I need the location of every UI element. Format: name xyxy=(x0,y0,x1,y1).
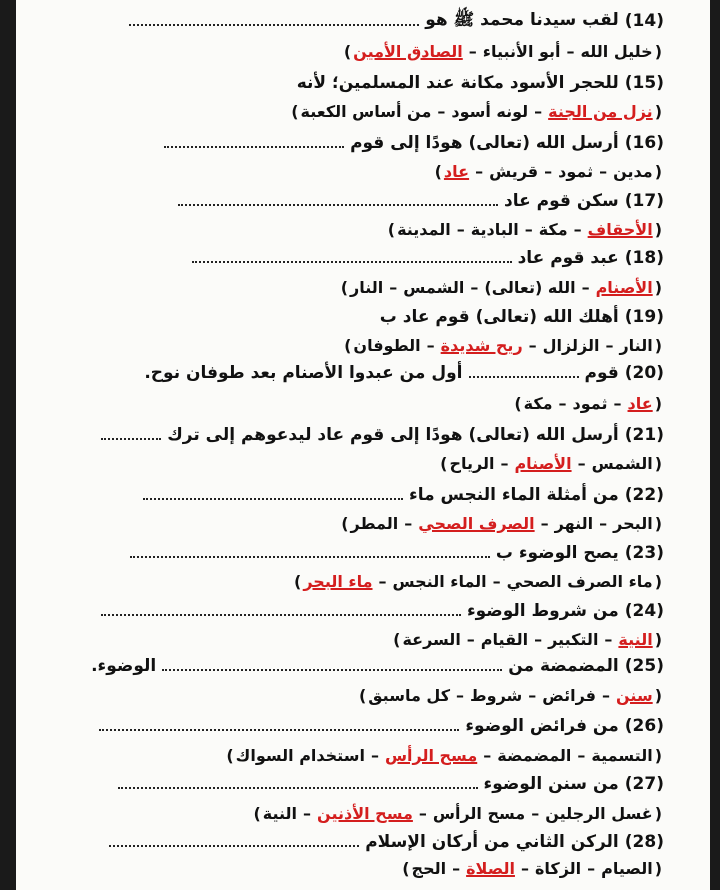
option-separator: – xyxy=(483,745,492,765)
option[interactable]: التكبير xyxy=(548,629,599,649)
options-q20 xyxy=(62,388,664,418)
option[interactable]: استخدام السواك xyxy=(235,745,365,765)
option-correct-answer[interactable]: مسح الأذنين xyxy=(317,803,413,823)
option[interactable]: ماء الصرف الصحي xyxy=(506,571,653,591)
answer-blank[interactable] xyxy=(129,24,419,26)
option[interactable]: الزلزال xyxy=(542,335,600,355)
option[interactable]: مكة xyxy=(538,219,568,239)
option[interactable]: الرياح xyxy=(449,453,495,473)
option-separator: – xyxy=(604,629,613,649)
open-paren: ( xyxy=(654,858,662,878)
option[interactable]: مسح الرأس xyxy=(432,803,526,823)
option[interactable]: فرائض xyxy=(542,685,597,705)
close-paren: ) xyxy=(344,335,352,355)
option[interactable]: غسل الرجلين xyxy=(545,803,653,823)
option-separator: – xyxy=(528,685,537,705)
option-separator: – xyxy=(602,685,611,705)
question-text: قوم xyxy=(584,363,619,383)
option[interactable]: مكة xyxy=(523,393,553,413)
question-q25 xyxy=(62,651,664,681)
option-separator: – xyxy=(500,453,509,473)
open-paren: ( xyxy=(654,513,662,533)
question-q20 xyxy=(62,358,664,388)
option-correct-answer[interactable]: ريح شديدة xyxy=(440,335,523,355)
option-separator: – xyxy=(577,745,586,765)
answer-blank[interactable] xyxy=(143,498,403,500)
close-paren: ) xyxy=(253,803,261,823)
question-q16 xyxy=(62,128,664,158)
question-q14 xyxy=(62,6,664,36)
option-separator: – xyxy=(573,219,582,239)
question-q24 xyxy=(62,596,664,626)
option-separator: – xyxy=(599,513,608,533)
option-separator: – xyxy=(303,803,312,823)
option-separator: – xyxy=(468,41,477,61)
question-number: (16) xyxy=(624,133,664,153)
question-number: (20) xyxy=(624,363,664,383)
question-number: (15) xyxy=(624,73,664,93)
option-correct-answer[interactable]: عاد xyxy=(443,161,470,181)
option-separator: – xyxy=(599,161,608,181)
question-text: من فرائض الوضوء xyxy=(465,716,619,736)
option[interactable]: النية xyxy=(262,803,298,823)
options-q17 xyxy=(62,214,664,244)
option-separator: – xyxy=(456,219,465,239)
option[interactable]: النار xyxy=(350,277,384,297)
answer-blank[interactable] xyxy=(164,146,344,148)
open-paren: ( xyxy=(654,745,662,765)
option-separator: – xyxy=(534,629,543,649)
open-paren: ( xyxy=(654,101,662,121)
option[interactable]: السرعة xyxy=(402,629,461,649)
question-q26 xyxy=(62,711,664,741)
question-number: (14) xyxy=(624,11,664,31)
worksheet-page xyxy=(16,0,710,890)
options-q28 xyxy=(62,853,664,883)
answer-blank[interactable] xyxy=(192,261,512,263)
question-number: (23) xyxy=(624,543,664,563)
question-number: (21) xyxy=(624,425,664,445)
option-separator: – xyxy=(540,513,549,533)
options-q25 xyxy=(62,680,664,710)
option-separator: – xyxy=(520,858,529,878)
close-paren: ) xyxy=(291,101,299,121)
close-paren: ) xyxy=(434,161,442,181)
option-correct-answer[interactable]: نزل من الجنة xyxy=(548,101,653,121)
option-correct-answer[interactable]: النية xyxy=(618,629,653,649)
option[interactable]: قريش xyxy=(489,161,539,181)
option-correct-answer[interactable]: ماء البحر xyxy=(303,571,373,591)
option[interactable]: القيام xyxy=(480,629,529,649)
options-q15 xyxy=(62,96,664,126)
open-paren: ( xyxy=(654,161,662,181)
option[interactable]: المدينة xyxy=(397,219,451,239)
options-q26 xyxy=(62,740,664,770)
option-separator: – xyxy=(470,277,479,297)
option-separator: – xyxy=(587,858,596,878)
option[interactable]: التسمية xyxy=(591,745,653,765)
answer-blank[interactable] xyxy=(101,614,461,616)
question-text: من شروط الوضوء xyxy=(466,601,619,621)
option-correct-answer[interactable]: عاد xyxy=(627,393,653,413)
answer-blank[interactable] xyxy=(109,845,359,847)
close-paren: ) xyxy=(393,629,401,649)
option-separator: – xyxy=(475,161,484,181)
option-separator: – xyxy=(437,101,446,121)
option-separator: – xyxy=(378,571,387,591)
option[interactable]: كل ماسبق xyxy=(368,685,451,705)
option-separator: – xyxy=(389,277,398,297)
option-separator: – xyxy=(581,277,590,297)
option-separator: – xyxy=(492,571,501,591)
options-q14 xyxy=(62,36,664,66)
open-paren: ( xyxy=(654,685,662,705)
option[interactable]: النار xyxy=(619,335,653,355)
close-paren: ) xyxy=(341,513,349,533)
question-text: أهلك الله (تعالى) قوم عاد ب xyxy=(379,307,619,327)
question-text: للحجر الأسود مكانة عند المسلمين؛ لأنه xyxy=(296,73,619,93)
open-paren: ( xyxy=(654,393,662,413)
option[interactable]: البادية xyxy=(470,219,519,239)
options-q19 xyxy=(62,330,664,360)
option-separator: – xyxy=(528,335,537,355)
option[interactable]: ثمود xyxy=(572,393,608,413)
option[interactable]: الحج xyxy=(411,858,447,878)
option-separator: – xyxy=(577,453,586,473)
question-q18 xyxy=(62,243,664,273)
open-paren: ( xyxy=(654,453,662,473)
question-number: (24) xyxy=(624,601,664,621)
close-paren: ) xyxy=(514,393,522,413)
question-q19 xyxy=(62,302,664,332)
question-number: (27) xyxy=(624,774,664,794)
close-paren: ) xyxy=(440,453,448,473)
option[interactable]: مدين xyxy=(613,161,653,181)
answer-blank[interactable] xyxy=(178,204,498,206)
question-text: سكن قوم عاد xyxy=(504,191,619,211)
option-separator: – xyxy=(605,335,614,355)
question-q22 xyxy=(62,480,664,510)
option-separator: – xyxy=(558,393,567,413)
option[interactable]: المضمضة xyxy=(497,745,572,765)
close-paren: ) xyxy=(294,571,302,591)
open-paren: ( xyxy=(654,219,662,239)
question-number: (19) xyxy=(624,307,664,327)
option-separator: – xyxy=(452,858,461,878)
options-q18 xyxy=(62,272,664,302)
option[interactable]: خليل الله xyxy=(580,41,653,61)
question-q27 xyxy=(62,769,664,799)
options-q23 xyxy=(62,566,664,596)
option-correct-answer[interactable]: الأصنام xyxy=(595,277,653,297)
option[interactable]: أبو الأنبياء xyxy=(482,41,561,61)
open-paren: ( xyxy=(654,277,662,297)
answer-blank[interactable] xyxy=(101,438,161,440)
option[interactable]: الطوفان xyxy=(353,335,421,355)
option[interactable]: المطر xyxy=(350,513,399,533)
option-separator: – xyxy=(404,513,413,533)
option[interactable]: ثمود xyxy=(558,161,594,181)
question-text: أرسل الله (تعالى) هودًا إلى قوم xyxy=(350,133,619,153)
options-q21 xyxy=(62,448,664,478)
option-correct-answer[interactable]: الأحقاف xyxy=(587,219,653,239)
option[interactable]: النهر xyxy=(554,513,594,533)
question-number: (28) xyxy=(624,832,664,852)
option-separator: – xyxy=(370,745,379,765)
option-correct-answer[interactable]: مسح الرأس xyxy=(384,745,478,765)
option[interactable]: الزكاة xyxy=(534,858,582,878)
option-correct-answer[interactable]: الأصنام xyxy=(514,453,572,473)
options-q22 xyxy=(62,508,664,538)
question-q17 xyxy=(62,186,664,216)
open-paren: ( xyxy=(654,41,662,61)
option[interactable]: من أساس الكعبة xyxy=(300,101,432,121)
option-separator: – xyxy=(418,803,427,823)
option-separator: – xyxy=(466,629,475,649)
question-text: من سنن الوضوء xyxy=(483,774,619,794)
question-number: (17) xyxy=(624,191,664,211)
question-text: عبد قوم عاد xyxy=(517,248,619,268)
question-number: (26) xyxy=(624,716,664,736)
option-separator: – xyxy=(613,393,622,413)
close-paren: ) xyxy=(358,685,367,705)
open-paren: ( xyxy=(654,571,662,591)
question-text: الركن الثاني من أركان الإسلام xyxy=(365,832,619,852)
option-correct-answer[interactable]: الصرف الصحي xyxy=(418,513,535,533)
open-paren: ( xyxy=(654,803,662,823)
option[interactable]: الله (تعالى) xyxy=(484,277,576,297)
question-q21 xyxy=(62,420,664,450)
open-paren: ( xyxy=(654,335,662,355)
question-text-after-blank: أول من عبدوا الأصنام بعد طوفان نوح. xyxy=(144,363,463,383)
option-separator: – xyxy=(426,335,435,355)
option[interactable]: البحر xyxy=(613,513,653,533)
close-paren: ) xyxy=(402,858,410,878)
option-separator: – xyxy=(544,161,553,181)
option[interactable]: لونه أسود xyxy=(451,101,529,121)
answer-blank[interactable] xyxy=(162,669,502,671)
question-number: (18) xyxy=(624,248,664,268)
option-correct-answer[interactable]: سنن xyxy=(616,685,653,705)
option[interactable]: شروط xyxy=(470,685,523,705)
close-paren: ) xyxy=(343,41,352,61)
answer-blank[interactable] xyxy=(469,376,579,378)
option-separator: – xyxy=(456,685,465,705)
option-separator: – xyxy=(534,101,543,121)
options-q24 xyxy=(62,624,664,654)
question-number: (25) xyxy=(624,656,664,676)
option-correct-answer[interactable]: الصادق الأمين xyxy=(353,41,463,61)
question-q15 xyxy=(62,68,664,98)
option[interactable]: الشمس xyxy=(403,277,465,297)
question-text: يصح الوضوء ب xyxy=(495,543,619,563)
close-paren: ) xyxy=(340,277,349,297)
options-q16 xyxy=(62,156,664,186)
answer-blank[interactable] xyxy=(118,787,478,789)
close-paren: ) xyxy=(387,219,396,239)
question-number: (22) xyxy=(624,485,664,505)
option-separator: – xyxy=(524,219,533,239)
option-separator: – xyxy=(531,803,540,823)
option-correct-answer[interactable]: الصلاة xyxy=(466,858,515,878)
question-text: لقب سيدنا محمد ﷺ هو xyxy=(425,9,619,30)
option[interactable]: الصيام xyxy=(601,858,653,878)
close-paren: ) xyxy=(226,745,234,765)
answer-blank[interactable] xyxy=(130,556,490,558)
options-q27 xyxy=(62,798,664,828)
question-text: المضمضة من xyxy=(508,656,619,676)
question-text: أرسل الله (تعالى) هودًا إلى قوم عاد ليدعوهم إلى ترك xyxy=(167,425,619,445)
question-text-after-blank: الوضوء. xyxy=(91,656,157,676)
option[interactable]: الماء النجس xyxy=(392,571,487,591)
open-paren: ( xyxy=(654,629,662,649)
answer-blank[interactable] xyxy=(99,729,459,731)
question-q23 xyxy=(62,538,664,568)
option-separator: – xyxy=(566,41,575,61)
question-text: من أمثلة الماء النجس ماء xyxy=(409,485,619,505)
option[interactable]: الشمس xyxy=(591,453,653,473)
